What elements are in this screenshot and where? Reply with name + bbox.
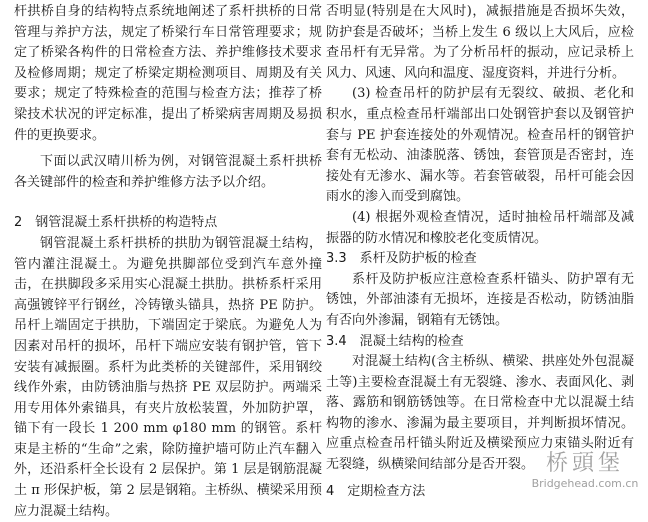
watermark-url: Bridgehead.com.cn — [531, 477, 639, 490]
left-paragraph-3: 钢管混凝土系杆拱桥的拱肋为钢管混凝土结构，管内灌注混凝土。为避免拱脚部位受到汽车意外撞击，在拱脚段多采用实心混凝土拱肋。拱桥系杆采用高强镀锌平行钢丝，冷铸镦头锚具，热挤 PE 防护。吊杆上端固定于拱肋，下端固定于梁底。为避免人为因素对吊杆的损坏，吊杆下端应安装有钢护管，管下安装有减振圈。系杆为此类桥的关键部件，采用钢绞线作外索，由防锈油脂与热挤 PE 双层防护。两端采用专用体外索锚具，有夹片放松装置，外加防护罩，锚下有一段长 1 200 mm φ180 mm 的钢管。系杆束是主桥的“生命”之索，除防撞护墙可防止汽车翻入外，还沿系杆全长设有 2 层保护。第 1 层是钢筋混凝土 π 形保护板，第 2 层是钢箱。主桥纵、横梁采用预应力混凝土结构。 — [14, 235, 322, 519]
watermark — [530, 451, 640, 490]
left-paragraph-1: 杆拱桥自身的结构特点系统地阐述了系杆拱桥的日常管理与养护方法，规定了桥梁行车日常管理要求；规定了桥梁各构件的日常检查方法、养护维修技术要求及检修周期；规定了桥梁定期检测项目、周期及有关要求；规定了特殊检查的范围与检查方法；推荐了桥梁技术状况的评定标准，提出了桥梁病害周期及易损件的更换要求。 — [14, 4, 322, 143]
right-column — [326, 2, 634, 502]
section-4-heading: 4 定期检查方法 — [326, 483, 426, 499]
watermark-logo: 桥頭堡 — [545, 451, 624, 476]
section-3-4-heading: 3.4 混凝土结构的检查 — [326, 333, 464, 349]
left-paragraph-2: 下面以武汉晴川桥为例，对钢管混凝土系杆拱桥各关键部件的检查和养护维修方法予以介绍。 — [14, 154, 322, 190]
right-paragraph-3: (4) 根据外观检查情况，适时抽检吊杆端部及减振器的防水情况和橡胶老化变质情况。 — [326, 209, 634, 246]
section-3-3-heading: 3.3 系杆及防护板的检查 — [326, 251, 477, 267]
section-2-heading: 2 钢管混凝土系杆拱桥的构造特点 — [14, 215, 218, 231]
left-column — [14, 2, 322, 522]
right-paragraph-2: (3) 检查吊杆的防护层有无裂纹、破损、老化和积水，重点检查吊杆端部出口处钢管护套以及钢管护套与 PE 护套连接处的外观情况。检查吊杆的钢管护套有无松动、油漆脱落、锈蚀，套管顶是否密封，连接处有无渗水、漏水等。若套管破裂，吊杆可能会因雨水的渗入而受到腐蚀。 — [326, 86, 634, 205]
right-paragraph-5: 对混凝土结构(含主桥纵、横梁、拱座处外包混凝土等)主要检查混凝土有无裂缝、渗水、表面风化、剥落、露筋和钢筋锈蚀等。在日常检查中尤以混凝土结构物的渗水、渗漏为最主要项目，并判断损坏情况。应重点检查吊杆锚头附近及横梁预应力束锚头附近有无裂缝，纵横梁间结部分是否开裂。 — [326, 354, 634, 473]
right-paragraph-1: 否明显(特别是在大风时)，减振措施是否损坏失效，防护套是否破坏；当桥上发生 6 级以上大风后，应检查吊杆有无异常。为了分析吊杆的振动，应记录桥上风力、风速、风向和温度、湿度资料，并进行分析。 — [326, 4, 634, 81]
right-paragraph-4: 系杆及防护板应注意检查系杆锚头、防护罩有无锈蚀，外部油漆有无损坏，连接是否松动，防锈油脂有否向外渗漏，钢箱有无锈蚀。 — [326, 271, 634, 328]
